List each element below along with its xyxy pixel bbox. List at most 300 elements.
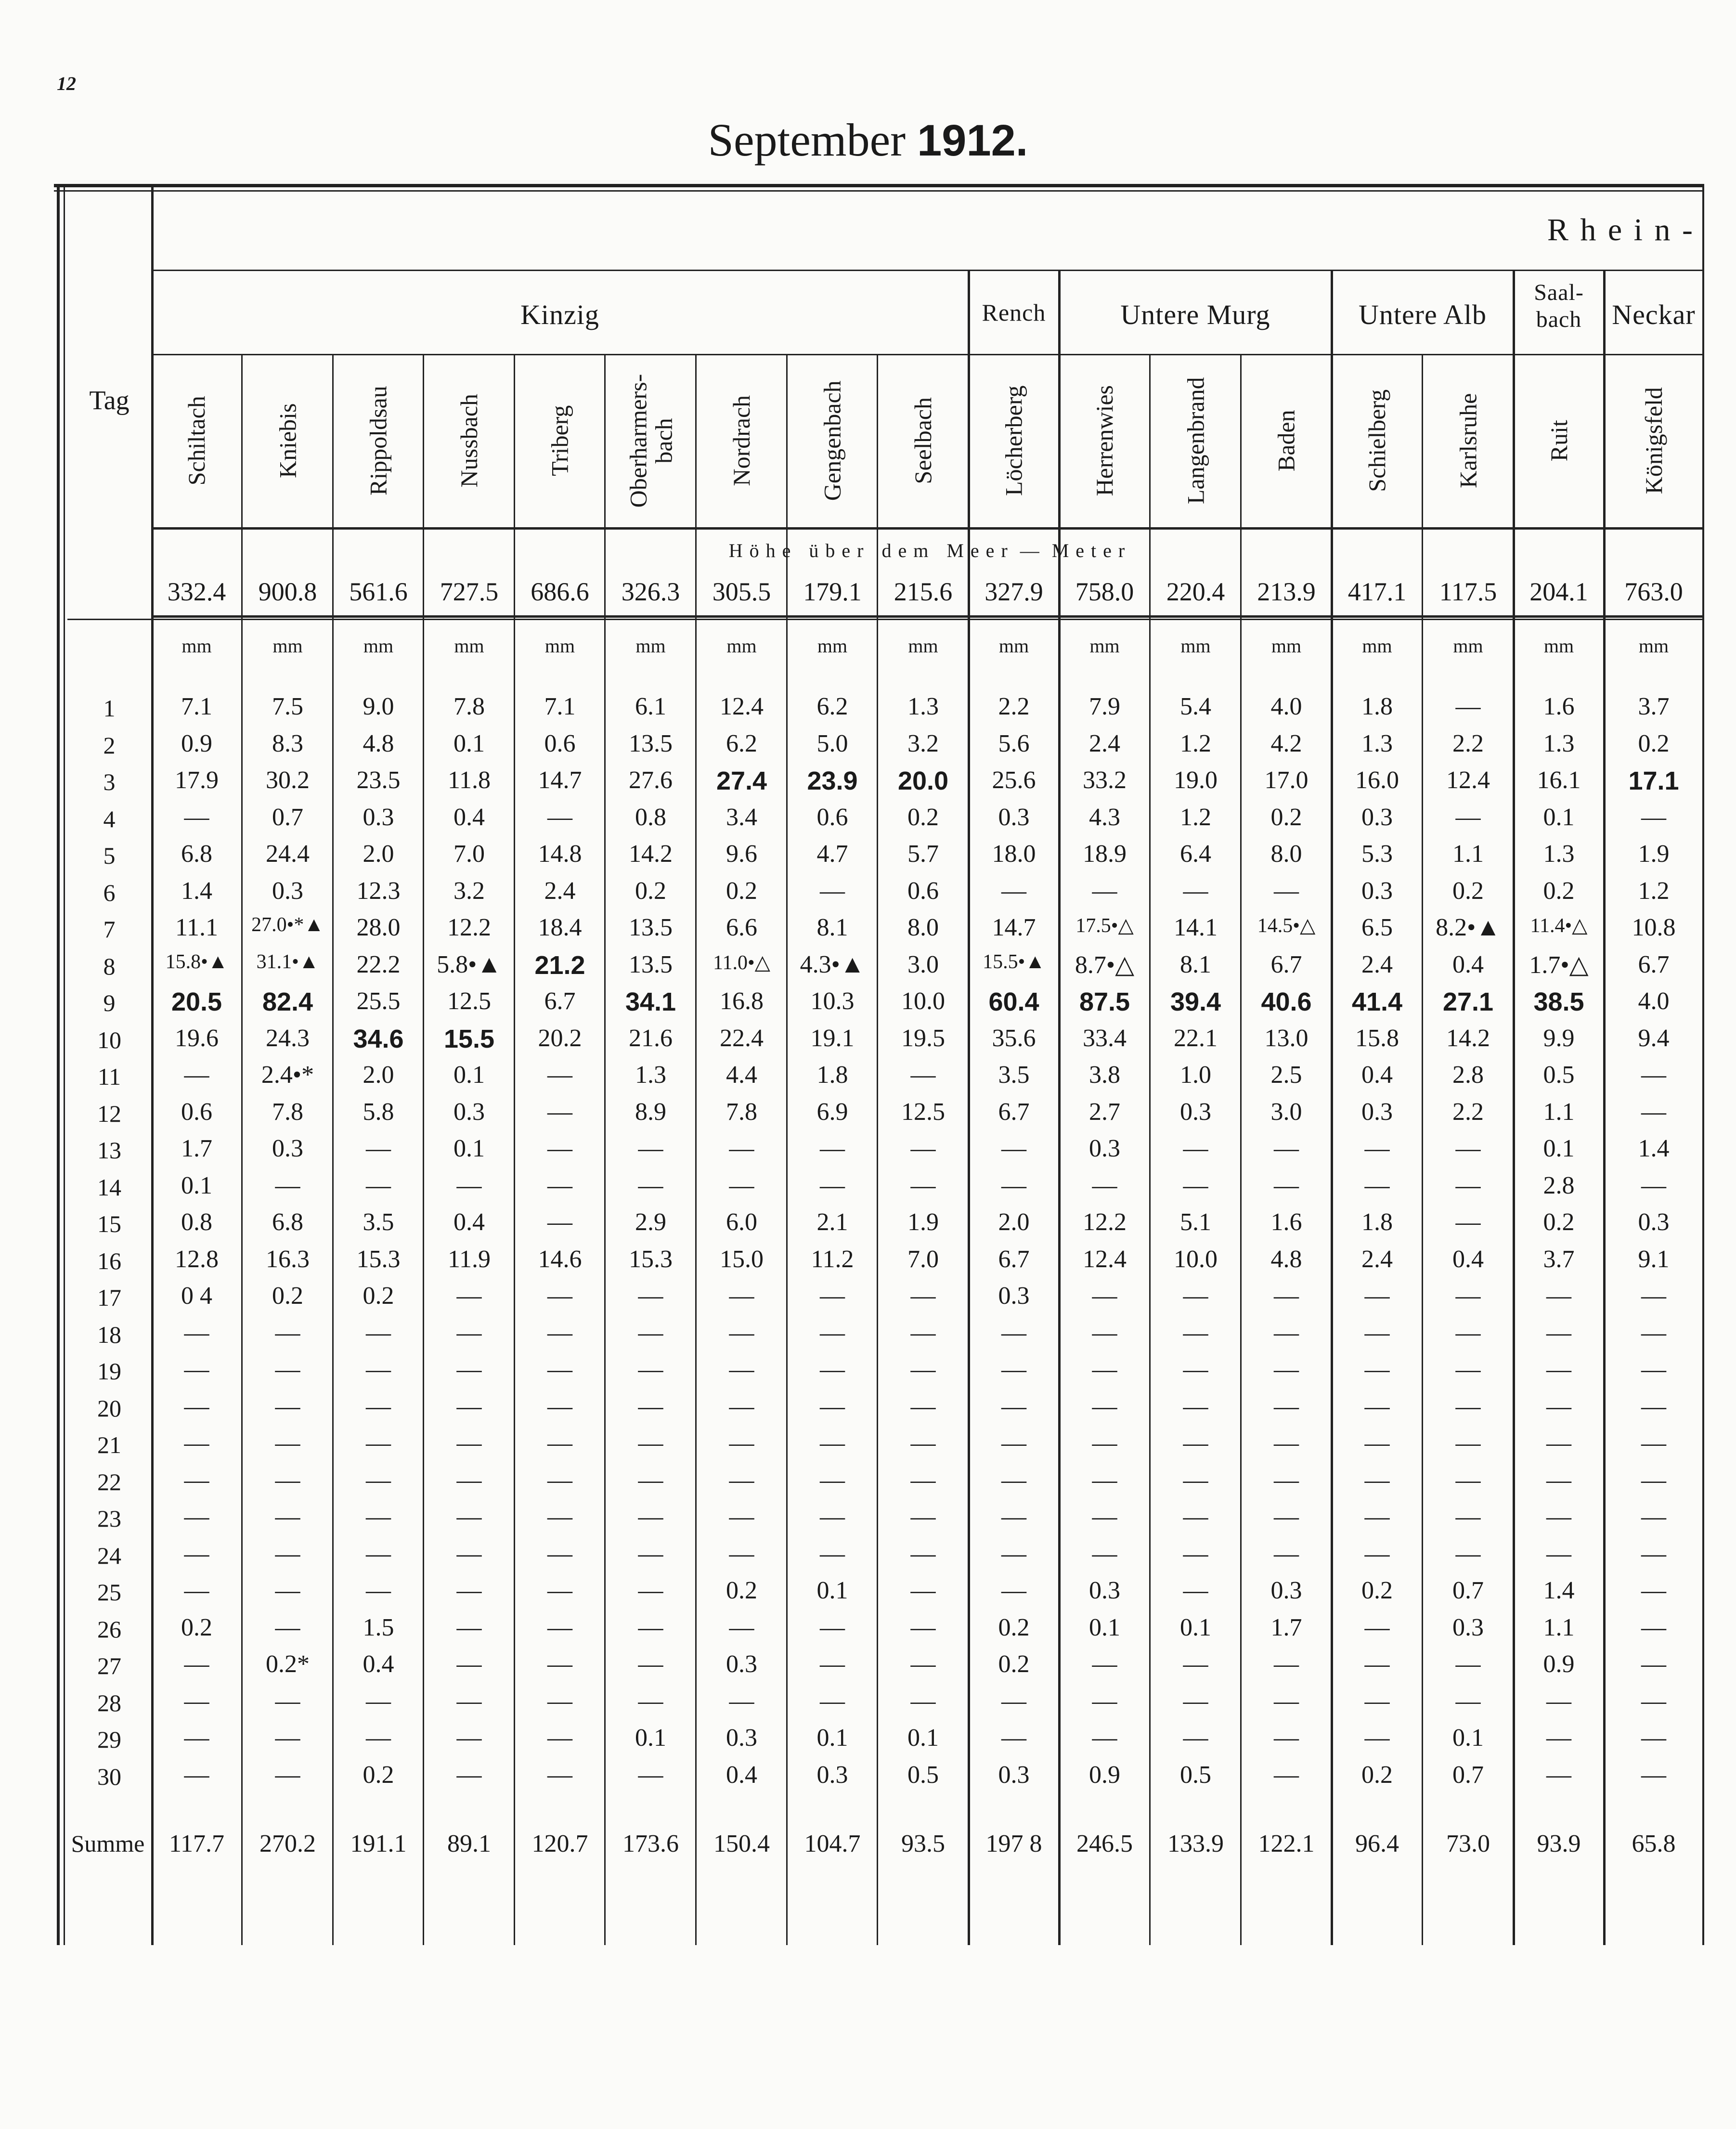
table-cell: 11.0•△: [713, 951, 770, 974]
table-cell: 17.9: [175, 766, 219, 794]
table-cell: —: [1001, 1577, 1026, 1604]
table-cell: 23.5: [356, 766, 401, 794]
table-cell: 9.4: [1638, 1024, 1670, 1052]
table-cell: —: [820, 1466, 845, 1494]
table-cell: 1.4: [1543, 1577, 1575, 1604]
table-cell: 24.3: [266, 1024, 310, 1052]
table-cell: —: [729, 1392, 754, 1420]
table-cell: —: [1183, 1282, 1208, 1310]
table-cell: —: [1546, 1761, 1571, 1789]
table-cell: 87.5: [1079, 987, 1130, 1016]
table-cell: 1.4: [181, 877, 212, 905]
table-cell: —: [1546, 1687, 1571, 1715]
table-cell: —: [1274, 1650, 1299, 1678]
table-cell: —: [1641, 1392, 1666, 1420]
table-cell: 0.3: [1089, 1135, 1120, 1162]
table-cell: 13.5: [629, 914, 673, 941]
table-cell: —: [1001, 1540, 1026, 1568]
table-cell: —: [184, 1356, 209, 1383]
station-2: [333, 354, 424, 527]
table-cell: 1.0: [1180, 1061, 1211, 1089]
row-header-tag: Tag: [89, 386, 130, 415]
table-cell: 15.8: [1355, 1024, 1399, 1052]
summe-cell: 89.1: [447, 1830, 491, 1857]
table-cell: —: [1641, 1429, 1666, 1457]
table-cell: 0.3: [1361, 877, 1393, 905]
table-cell: 21.2: [534, 950, 585, 980]
table-cell: —: [1364, 1540, 1390, 1568]
table-cell: —: [820, 1503, 845, 1531]
table-cell: —: [1183, 1540, 1208, 1568]
unit-label: mm: [1638, 635, 1669, 657]
table-cell: 1.3: [1543, 840, 1575, 868]
table-cell: 0.9: [1089, 1761, 1120, 1789]
table-cell: —: [275, 1724, 300, 1752]
table-cell: —: [1455, 1319, 1481, 1347]
table-cell: 0.1: [1452, 1724, 1484, 1752]
group-label-2: Untere Murg: [1120, 299, 1270, 330]
table-cell: —: [1183, 1650, 1208, 1678]
table-cell: —: [1092, 1687, 1117, 1715]
station-name: Kniebis: [274, 403, 301, 478]
table-cell: —: [456, 1319, 482, 1347]
table-cell: —: [1274, 1135, 1299, 1162]
table-cell: —: [638, 1171, 663, 1199]
table-cell: —: [456, 1466, 482, 1494]
table-cell: 0.2: [998, 1650, 1030, 1678]
table-cell: 4.0: [1270, 693, 1302, 720]
table-cell: 6.4: [1180, 840, 1211, 868]
table-cell: —: [638, 1356, 663, 1383]
table-cell: 18.9: [1083, 840, 1127, 868]
table-cell: —: [1092, 1319, 1117, 1347]
table-cell: 0.3: [1089, 1577, 1120, 1604]
table-cell: 30.2: [266, 766, 310, 794]
table-cell: 0.2: [363, 1282, 394, 1310]
table-cell: —: [547, 803, 572, 831]
table-cell: 0.3: [272, 877, 303, 905]
table-cell: 7.1: [181, 693, 212, 720]
table-cell: —: [1274, 1319, 1299, 1347]
height-rule-thin: [67, 619, 1703, 620]
table-cell: 1.7•△: [1529, 951, 1589, 979]
table-cell: 2.8: [1452, 1061, 1484, 1089]
unit-label: mm: [1453, 635, 1483, 657]
table-cell: 0.2: [907, 803, 939, 831]
table-cell: —: [910, 1135, 936, 1162]
unit-label: mm: [272, 635, 303, 657]
table-cell: —: [1546, 1282, 1571, 1310]
day-label: 4: [103, 805, 116, 832]
table-cell: 0.6: [907, 877, 939, 905]
table-cell: 2.0: [363, 1061, 394, 1089]
table-cell: 22.4: [720, 1024, 764, 1052]
table-cell: 0.3: [363, 803, 394, 831]
station-5: [605, 354, 696, 527]
summe-cell: 73.0: [1446, 1830, 1490, 1857]
table-cell: —: [1546, 1503, 1571, 1531]
table-cell: —: [910, 1650, 936, 1678]
table-cell: 0.9: [181, 729, 212, 757]
table-cell: —: [275, 1613, 300, 1641]
summe-cell: 173.6: [622, 1830, 679, 1857]
table-cell: —: [1092, 1392, 1117, 1420]
table-cell: 2.2: [1452, 729, 1484, 757]
table-cell: —: [910, 1319, 936, 1347]
table-cell: 12.4: [1083, 1245, 1127, 1273]
table-cell: —: [275, 1466, 300, 1494]
unit-label: mm: [726, 635, 757, 657]
station-name: Gengenbach: [818, 380, 846, 501]
table-cell: 33.4: [1083, 1024, 1127, 1052]
table-cell: 60.4: [988, 987, 1039, 1016]
table-cell: 20.2: [538, 1024, 582, 1052]
table-cell: —: [547, 1319, 572, 1347]
table-cell: —: [1641, 1687, 1666, 1715]
table-cell: —: [1001, 1503, 1026, 1531]
table-cell: —: [1641, 1098, 1666, 1126]
table-cell: —: [1001, 1135, 1026, 1162]
table-cell: —: [1001, 1466, 1026, 1494]
table-cell: 10.8: [1632, 914, 1676, 941]
title-year: 1912.: [917, 116, 1028, 165]
day-label: 14: [97, 1173, 121, 1201]
table-cell: 8.9: [635, 1098, 666, 1126]
table-cell: —: [910, 1061, 936, 1089]
table-cell: —: [638, 1761, 663, 1789]
table-cell: 1.7: [1270, 1613, 1302, 1641]
table-cell: —: [1641, 803, 1666, 831]
group-label-1: Rench: [982, 299, 1046, 326]
table-cell: —: [1183, 1724, 1208, 1752]
day-label: 27: [97, 1652, 121, 1679]
table-cell: 2.1: [816, 1208, 848, 1236]
summe-cell: 270.2: [259, 1830, 316, 1857]
day-label: 19: [97, 1358, 121, 1385]
table-cell: 34.6: [353, 1024, 404, 1053]
table-cell: 0.3: [726, 1650, 757, 1678]
table-cell: 6.7: [998, 1098, 1030, 1126]
table-cell: —: [910, 1577, 936, 1604]
table-cell: 4.3•▲: [800, 950, 865, 978]
table-cell: —: [1001, 1171, 1026, 1199]
table-cell: 1.2: [1180, 803, 1211, 831]
table-cell: —: [456, 1613, 482, 1641]
table-cell: —: [1183, 1392, 1208, 1420]
table-cell: —: [1364, 1135, 1390, 1162]
summe-cell: 120.7: [531, 1830, 588, 1857]
table-cell: 8.2•▲: [1436, 914, 1501, 941]
table-cell: —: [910, 1356, 936, 1383]
day-label: 1: [103, 695, 116, 722]
table-cell: 0.6: [544, 729, 576, 757]
table-cell: 0.4: [1452, 950, 1484, 978]
table-cell: —: [275, 1687, 300, 1715]
table-cell: 1.3: [635, 1061, 666, 1089]
table-cell: —: [366, 1135, 391, 1162]
station-height: 327.9: [985, 577, 1043, 606]
table-cell: 27.1: [1442, 987, 1494, 1016]
unit-label: mm: [1362, 635, 1392, 657]
table-cell: 0.6: [816, 803, 848, 831]
table-cell: —: [1001, 1429, 1026, 1457]
summe-label: Summe: [71, 1830, 145, 1857]
table-cell: 0.2: [1452, 877, 1484, 905]
table-cell: —: [547, 1577, 572, 1604]
table-cell: —: [1092, 1650, 1117, 1678]
table-cell: —: [638, 1540, 663, 1568]
table-cell: —: [1641, 1613, 1666, 1641]
table-cell: 0.3: [272, 1135, 303, 1162]
table-cell: 0.2: [1543, 877, 1575, 905]
table-cell: 28.0: [356, 914, 401, 941]
table-cell: —: [547, 1429, 572, 1457]
station-16: [1604, 354, 1703, 527]
table-cell: 41.4: [1351, 987, 1403, 1016]
station-name: Rippoldsau: [364, 386, 392, 495]
summe-cell: 104.7: [804, 1830, 861, 1857]
table-cell: —: [1364, 1392, 1390, 1420]
table-cell: 6.7: [998, 1245, 1030, 1273]
table-cell: 0.1: [453, 1061, 485, 1089]
table-cell: 0.2: [1638, 729, 1670, 757]
group-label-0: Kinzig: [520, 299, 599, 330]
table-cell: —: [1455, 1429, 1481, 1457]
table-cell: 27.6: [629, 766, 673, 794]
table-cell: —: [1455, 1171, 1481, 1199]
table-cell: 0.4: [1452, 1245, 1484, 1273]
table-cell: —: [1546, 1724, 1571, 1752]
table-cell: 24.4: [266, 840, 310, 868]
table-cell: —: [1455, 1687, 1481, 1715]
table-cell: —: [820, 1687, 845, 1715]
table-cell: —: [1546, 1540, 1571, 1568]
table-cell: —: [1274, 1429, 1299, 1457]
table-cell: —: [1183, 1503, 1208, 1531]
table-cell: —: [910, 1687, 936, 1715]
table-cell: 9.0: [363, 693, 394, 720]
table-cell: 14.6: [538, 1245, 582, 1273]
table-cell: 0.6: [181, 1098, 212, 1126]
station-height: 117.5: [1439, 577, 1497, 606]
table-cell: 16.8: [720, 987, 764, 1015]
table-cell: 1.3: [1543, 729, 1575, 757]
station-height: 179.1: [803, 577, 862, 606]
table-cell: 0.2*: [266, 1650, 310, 1678]
table-cell: 1.3: [1361, 729, 1393, 757]
table-cell: 39.4: [1170, 987, 1221, 1016]
table-cell: 0.7: [1452, 1577, 1484, 1604]
table-cell: —: [820, 1650, 845, 1678]
table-cell: 0.1: [635, 1724, 666, 1752]
table-cell: 0.3: [726, 1724, 757, 1752]
table-cell: —: [547, 1540, 572, 1568]
table-cell: 0.1: [816, 1724, 848, 1752]
table-cell: —: [366, 1392, 391, 1420]
summe-cell: 96.4: [1355, 1830, 1399, 1857]
table-cell: —: [547, 1761, 572, 1789]
table-cell: —: [638, 1319, 663, 1347]
table-cell: —: [1641, 1503, 1666, 1531]
table-cell: 14.7: [992, 914, 1036, 941]
station-height: 417.1: [1347, 577, 1407, 606]
table-cell: —: [820, 1282, 845, 1310]
table-cell: 38.5: [1533, 987, 1584, 1016]
table-cell: —: [456, 1356, 482, 1383]
table-cell: 19.5: [901, 1024, 945, 1052]
table-cell: 0.1: [1543, 1135, 1575, 1162]
table-cell: 15.3: [356, 1245, 401, 1273]
table-cell: —: [547, 1098, 572, 1126]
table-cell: —: [1364, 1466, 1390, 1494]
table-cell: 0.1: [907, 1724, 939, 1752]
table-cell: —: [1641, 1724, 1666, 1752]
table-cell: 1.1: [1452, 840, 1484, 868]
station-name: Ruit: [1545, 419, 1572, 462]
table-cell: —: [1364, 1687, 1390, 1715]
station-height: 686.6: [531, 577, 589, 606]
region-rule: [151, 270, 1703, 271]
table-cell: 23.9: [807, 766, 858, 795]
table-cell: 10.0: [901, 987, 945, 1015]
table-cell: —: [1092, 1503, 1117, 1531]
table-cell: —: [638, 1650, 663, 1678]
table-cell: —: [1641, 1761, 1666, 1789]
table-cell: 12.3: [356, 877, 401, 905]
table-cell: —: [1641, 1282, 1666, 1310]
table-cell: 7.8: [453, 693, 485, 720]
day-label: 2: [103, 731, 116, 759]
table-cell: —: [729, 1356, 754, 1383]
table-cell: 5.7: [907, 840, 939, 868]
table-cell: 1.2: [1180, 729, 1211, 757]
table-cell: —: [820, 1613, 845, 1641]
table-cell: —: [456, 1724, 482, 1752]
unit-label: mm: [544, 635, 575, 657]
table-cell: —: [1274, 1503, 1299, 1531]
table-cell: —: [1455, 1540, 1481, 1568]
table-cell: —: [1274, 877, 1299, 905]
station-12: [1241, 354, 1332, 527]
station-name: Triberg: [546, 405, 573, 476]
table-cell: 9.6: [726, 840, 757, 868]
table-cell: —: [1274, 1282, 1299, 1310]
table-cell: —: [1455, 693, 1481, 720]
table-cell: —: [1546, 1466, 1571, 1494]
table-cell: 0.3: [816, 1761, 848, 1789]
table-cell: —: [1641, 1650, 1666, 1678]
table-cell: 0.2: [1361, 1761, 1393, 1789]
table-cell: 12.4: [1446, 766, 1490, 794]
table-cell: 0.4: [453, 1208, 485, 1236]
table-cell: —: [729, 1171, 754, 1199]
table-cell: 14.2: [1446, 1024, 1490, 1052]
table-cell: 0.2: [1270, 803, 1302, 831]
table-cell: —: [275, 1319, 300, 1347]
station-6: [696, 354, 787, 527]
table-cell: —: [275, 1577, 300, 1604]
table-cell: —: [1364, 1503, 1390, 1531]
station-name: Löcherberg: [1000, 385, 1027, 496]
table-cell: 0.2: [363, 1761, 394, 1789]
table-cell: —: [547, 1208, 572, 1236]
unit-label: mm: [1180, 635, 1211, 657]
table-cell: —: [1001, 877, 1026, 905]
table-cell: 0.4: [453, 803, 485, 831]
table-cell: —: [184, 1503, 209, 1531]
table-cell: —: [366, 1577, 391, 1604]
table-cell: —: [1092, 1540, 1117, 1568]
table-cell: 0.2: [1361, 1577, 1393, 1604]
table-cell: —: [275, 1429, 300, 1457]
table-cell: 0.5: [1543, 1061, 1575, 1089]
table-cell: 0.7: [1452, 1761, 1484, 1789]
table-cell: 10.3: [810, 987, 855, 1015]
table-cell: 15.5•▲: [983, 950, 1045, 973]
day-label: 28: [97, 1689, 121, 1716]
table-cell: —: [366, 1687, 391, 1715]
station-height: 332.4: [167, 577, 226, 606]
table-cell: —: [729, 1540, 754, 1568]
table-cell: 11.8: [447, 766, 491, 794]
table-cell: 2.4•*: [261, 1061, 314, 1089]
day-label: 8: [103, 952, 116, 980]
table-cell: 1.9: [1638, 840, 1670, 868]
table-cell: —: [1546, 1429, 1571, 1457]
table-cell: —: [547, 1356, 572, 1383]
day-label: 20: [97, 1394, 121, 1422]
table-cell: —: [275, 1503, 300, 1531]
station-name: Oberharmers- bach: [624, 374, 677, 507]
day-label: 7: [103, 916, 116, 943]
day-label: 9: [103, 989, 116, 1016]
table-cell: —: [456, 1282, 482, 1310]
table-cell: —: [275, 1392, 300, 1420]
table-cell: 2.5: [1270, 1061, 1302, 1089]
table-cell: —: [184, 1392, 209, 1420]
table-cell: —: [275, 1356, 300, 1383]
table-cell: 0.3: [1270, 1577, 1302, 1604]
table-cell: —: [1183, 877, 1208, 905]
table-cell: 5.1: [1180, 1208, 1211, 1236]
table-left-rule-thin: [64, 184, 65, 1945]
summe-cell: 93.5: [901, 1830, 945, 1857]
table-cell: —: [184, 1319, 209, 1347]
day-label: 3: [103, 768, 116, 795]
table-cell: 9.1: [1638, 1245, 1670, 1273]
table-cell: 3.2: [453, 877, 485, 905]
station-name: Langenbrand: [1182, 377, 1209, 504]
table-cell: 0.1: [453, 1135, 485, 1162]
table-cell: —: [820, 877, 845, 905]
table-cell: 3.4: [726, 803, 757, 831]
table-cell: —: [729, 1503, 754, 1531]
table-cell: 0.2: [181, 1613, 212, 1641]
table-cell: 3.7: [1638, 693, 1670, 720]
table-cell: —: [1641, 1577, 1666, 1604]
table-cell: —: [1092, 1282, 1117, 1310]
table-cell: —: [184, 1761, 209, 1789]
summe-cell: 122.1: [1258, 1830, 1315, 1857]
table-cell: —: [910, 1429, 936, 1457]
table-cell: 0.3: [1452, 1613, 1484, 1641]
summe-cell: 117.7: [168, 1830, 225, 1857]
table-cell: 3.2: [907, 729, 939, 757]
table-cell: 2.0: [998, 1208, 1030, 1236]
station-height: 727.5: [440, 577, 499, 606]
unit-label: mm: [181, 635, 212, 657]
table-cell: —: [638, 1613, 663, 1641]
